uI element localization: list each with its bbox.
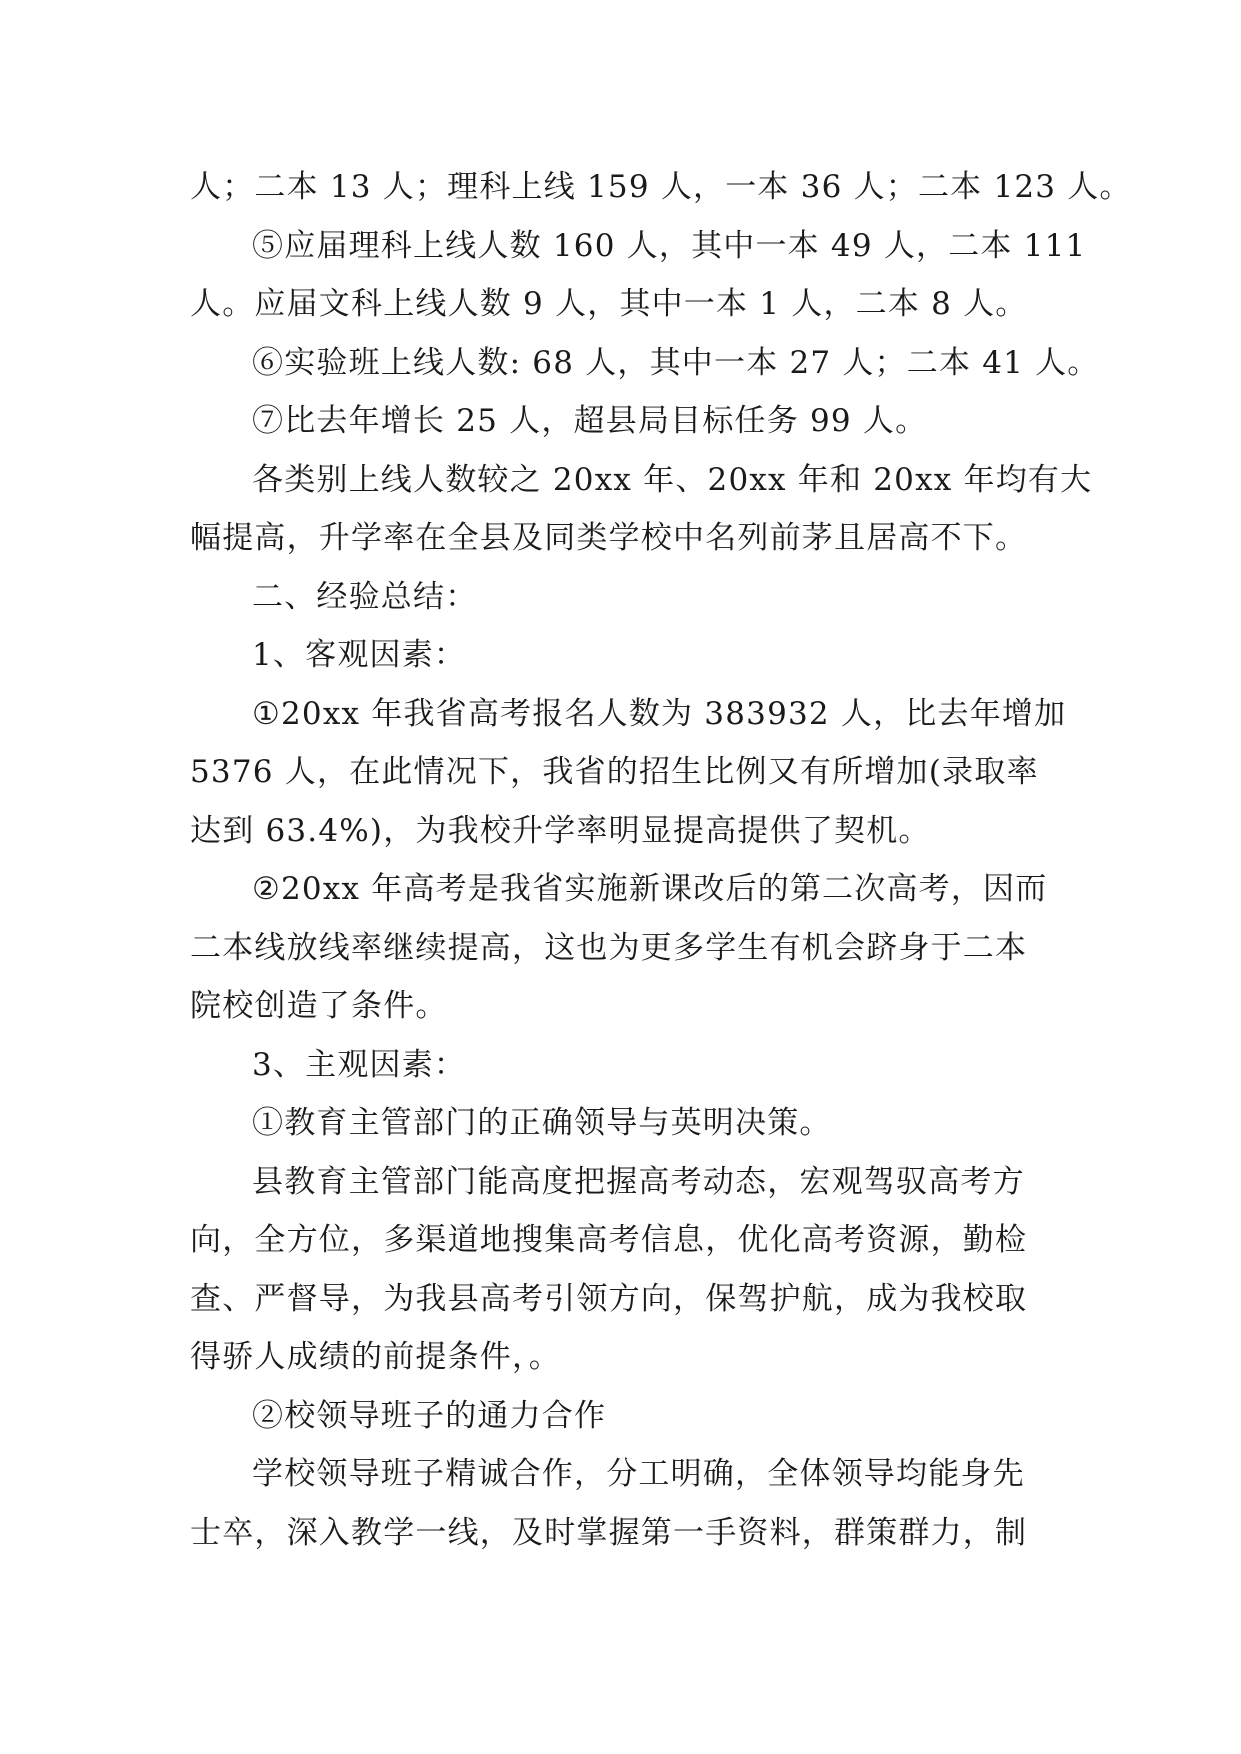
text-line: 学校领导班子精诚合作，分工明确，全体领导均能身先 <box>252 1456 1025 1492</box>
text-line: 二本线放线率继续提高，这也为更多学生有机会跻身于二本 <box>190 929 1028 966</box>
text-line: 达到 63.4%)，为我校升学率明显提高提供了契机。 <box>190 812 931 849</box>
text-line: ⑤应届理科上线人数 160 人，其中一本 49 人，二本 111 <box>252 227 1087 264</box>
text-line: 向，全方位，多渠道地搜集高考信息，优化高考资源，勤检 <box>190 1222 1028 1258</box>
text-line: 得骄人成绩的前提条件，。 <box>190 1339 561 1375</box>
text-line: 查、严督导，为我县高考引领方向，保驾护航，成为我校取 <box>190 1280 1028 1317</box>
text-line: ②20xx 年高考是我省实施新课改后的第二次高考，因而 <box>252 871 1048 907</box>
text-line: 幅提高，升学率在全县及同类学校中名列前茅且居高不下。 <box>190 520 1028 556</box>
document-page <box>190 158 1132 1562</box>
text-line: 县教育主管部门能高度把握高考动态，宏观驾驭高考方 <box>252 1163 1025 1200</box>
subsection-heading: 3、主观因素： <box>252 1046 467 1083</box>
text-line: ②校领导班子的通力合作 <box>252 1397 607 1434</box>
text-line: 人；二本 13 人；理科上线 159 人，一本 36 人；二本 123 人。 <box>190 169 1132 205</box>
text-line: 5376 人，在此情况下，我省的招生比例又有所增加(录取率 <box>190 754 1039 790</box>
text-line: ⑦比去年增长 25 人，超县局目标任务 99 人。 <box>252 403 928 439</box>
subsection-heading: 1、客观因素： <box>252 637 467 673</box>
text-line: ⑥实验班上线人数: 68 人，其中一本 27 人；二本 41 人。 <box>252 344 1100 381</box>
text-line: ①20xx 年我省高考报名人数为 383932 人，比去年增加 <box>252 695 1067 732</box>
text-line: 士卒，深入教学一线，及时掌握第一手资料，群策群力，制 <box>190 1514 1028 1551</box>
text-line: 院校创造了条件。 <box>190 988 448 1024</box>
text-line: 各类别上线人数较之 20xx 年、20xx 年和 20xx 年均有大 <box>252 461 1093 498</box>
text-line: ①教育主管部门的正确领导与英明决策。 <box>252 1105 832 1141</box>
section-heading: 二、经验总结： <box>252 578 478 615</box>
text-line: 人。应届文科上线人数 9 人，其中一本 1 人，二本 8 人。 <box>190 286 1028 322</box>
